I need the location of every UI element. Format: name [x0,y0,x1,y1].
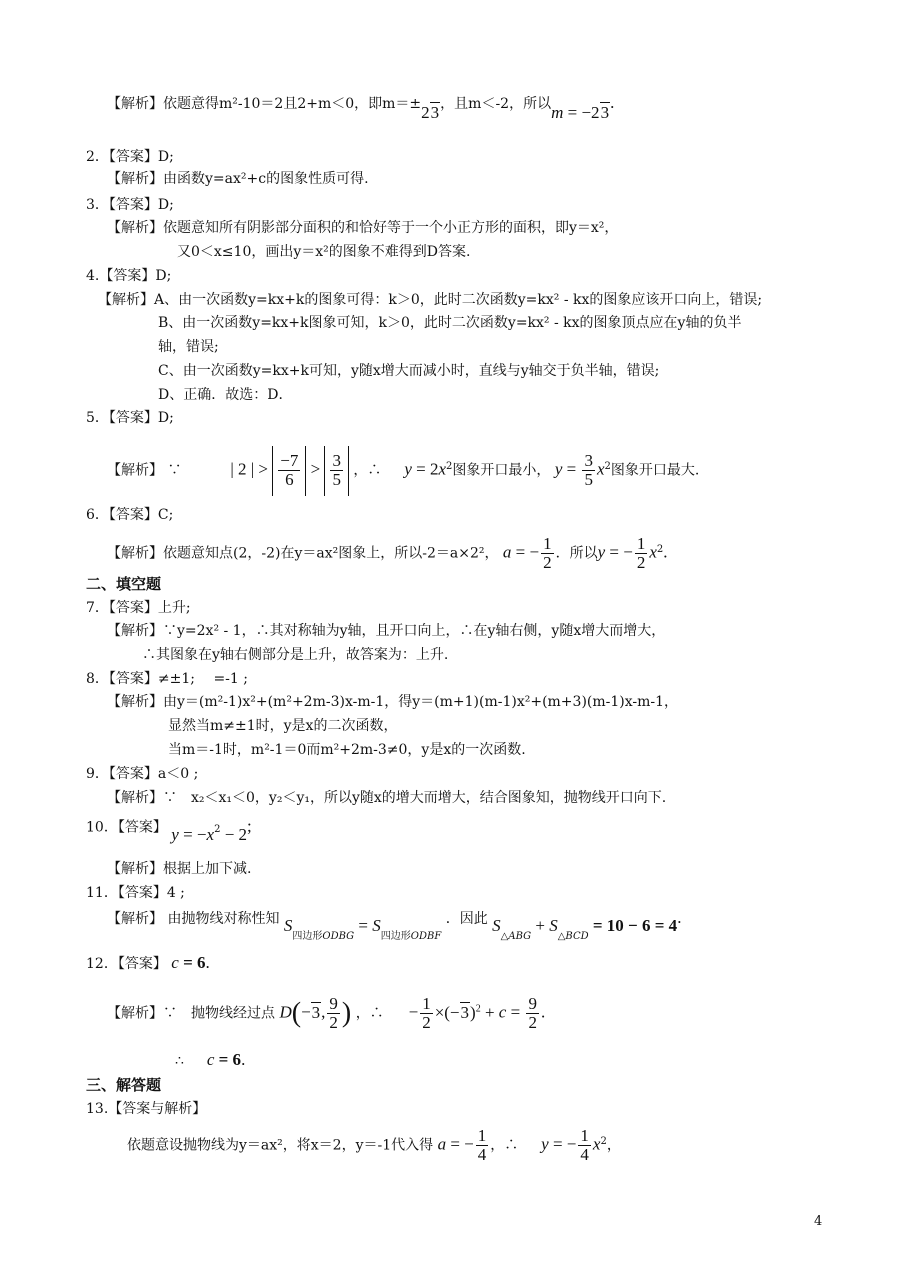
math-a-quarter: a [437,1134,447,1154]
analysis-11: 【解析】 由抛物线对称性知 $S_{四边形ODBG} = S_{四边形ODBF}$ ．因此 $S_{\triangle ABG} + S_{\triangle BCD} = 10 - 6 = 4$. [107,908,682,942]
analysis-3-line1: 【解析】依题意知所有阴影部分面积的和恰好等于一个小正方形的面积，即y＝x²， [107,220,619,236]
math-2sqrt3: 23 [421,103,440,122]
answer-5: 5．【答案】D; [86,410,174,426]
answer-13: 13.【答案与解析】 [86,1101,207,1117]
analysis-5: 【解析】 ∵ | 2 | > $\frac{-7}{6}$ > $\frac{3}{5}$ ，∴ $y = 2x^2$图象开口最小， y = $\frac{3}{5}$ $x^2$图象开口最大. [107,442,699,492]
analysis-8-line3: 当m＝-1时，m²-1＝0而m²+2m-3≠0，y是x的一次函数. [168,742,526,758]
answer-11: 11．【答案】4 ; [86,885,185,901]
page-number: 4 [814,1214,823,1229]
math-substitution: − [408,1002,419,1022]
analysis-4-b2: 轴，错误; [158,339,219,355]
analysis-4-d: D、正确．故选：D． [158,387,293,403]
answer-7: 7．【答案】上升; [86,600,191,616]
analysis-4-b: B、由一次函数y=kx+k图象可知，k＞0，此时二次函数y=kx² - kx的图象顶点应在y轴的负半 [158,315,742,331]
math-a-value: a [502,542,512,562]
analysis-4-c: C、由一次函数y=kx+k可知，y随x增大而减小时，直线与y轴交于负半轴，错误; [158,363,660,379]
answer-10: 10．【答案】 $y = -x^2 - 2$; [86,816,252,844]
section-heading-fill: 二、填空题 [86,575,162,593]
math-abs-compare: | 2 | > [230,459,273,479]
math-point-D: D [279,1002,292,1022]
math-c-eq-6: c [171,953,179,972]
analysis-3-line2: 又0＜x≤10，画出y＝x²的图象不难得到D答案. [177,244,471,260]
math-answer-10: y [171,824,179,844]
section-heading-solve: 三、解答题 [86,1076,162,1094]
math-area-eq: S [283,916,293,935]
math-y-2x2: y [404,459,412,479]
analysis-4-a: 【解析】A、由一次函数y=kx+k的图象可得：k＞0，此时二次函数y=kx² - kx的图象应该开口向上，错误; [98,292,763,308]
answer-6: 6．【答案】C; [86,507,174,523]
analysis-8-line1: 【解析】由y＝(m²-1)x²+(m²+2m-3)x-m-1，得y＝(m+1)(m-1)x²+(m+3)(m-1)x-m-1， [107,694,679,710]
analysis-12: 【解析】∵ 抛物线经过点 D(−3, $\frac{9}{2}$ ) ，∴ − $\frac{1}{2}$ $\times(-3)^2 + c$ = $\frac{9}{2}$ . [107,994,546,1033]
answer-8: 8．【答案】≠±1; =-1 ; [86,671,248,687]
analysis-7-line2: ∴其图象在y轴右侧部分是上升，故答案为：上升. [142,647,449,663]
analysis-line-1: 【解析】依题意得m²-10＝2且2+m＜0，即m＝±23，且m＜-2，所以m = −23. [107,93,615,122]
analysis-13: 依题意设抛物线为y＝ax²，将x＝2，y＝-1代入得 a = − $\frac{1}{4}$ ，∴ y = − $\frac{1}{4}$ $x^2$， [127,1126,621,1165]
math-y-35x2: y [554,459,563,479]
analysis-7-line1: 【解析】∵y=2x² - 1，∴其对称轴为y轴，且开口向上，∴在y轴右侧，y随x增大而增大， [107,623,666,639]
math-c-eq-6-conclusion: c [206,1050,215,1069]
analysis-9: 【解析】∵ x₂＜x₁＜0，y₂＜y₁，所以y随x的增大而增大，结合图象知，抛物线开口向下. [107,790,667,806]
answer-3: 3．【答案】D; [86,197,174,213]
answer-2: 2．【答案】D; [86,149,174,165]
answer-4: 4.【答案】D; [86,268,172,284]
answer-12: 12．【答案】 c = 6. [86,953,210,972]
answer-9: 9．【答案】a＜0 ; [86,766,199,782]
math-area-sum: S [492,916,501,935]
conclusion-12: ∴ c = 6. [175,1050,246,1069]
analysis-6: 【解析】依题意知点(2，-2)在y＝ax²图象上，所以-2＝a×2²， a = − $\frac{1}{2}$ ．所以y = − $\frac{1}{2}$ $x^2$. [107,534,668,573]
analysis-10: 【解析】根据上加下减. [107,861,252,877]
analysis-2: 【解析】由函数y=ax²+c的图象性质可得. [107,171,369,187]
analysis-8-line2: 显然当m≠±1时，y是x的二次函数， [168,718,398,734]
math-m-eq: m [551,103,564,122]
math-y-quarter: y [541,1134,549,1154]
